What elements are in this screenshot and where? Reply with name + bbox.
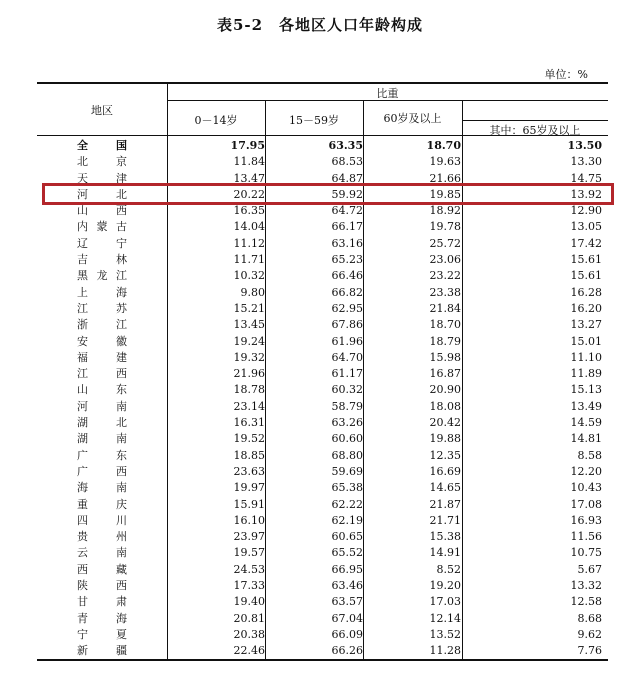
value-cell: 15.91 [233,497,265,511]
table-row [37,480,608,496]
region-name: 青海 [77,611,127,625]
value-cell: 12.58 [570,595,602,609]
value-cell: 21.96 [233,367,265,381]
value-cell: 17.33 [233,579,265,593]
region-name: 全国 [77,139,127,152]
value-cell: 14.59 [570,416,602,430]
table-row [37,529,608,545]
value-cell: 21.66 [429,171,461,185]
value-cell: 11.89 [570,367,602,381]
value-cell: 13.52 [429,627,461,641]
region-name: 四川 [77,513,127,527]
value-cell: 64.72 [331,204,363,218]
region-name: 甘肃 [77,595,127,609]
table-row [37,448,608,464]
table-row [37,285,608,301]
table-row [37,382,608,398]
unit-label: 单位：% [544,68,588,81]
region-name: 贵州 [77,530,127,544]
value-cell: 21.87 [429,497,461,511]
value-cell: 15.01 [570,334,602,348]
value-cell: 13.92 [570,187,602,201]
value-cell: 60.60 [331,432,363,446]
value-cell: 65.52 [331,546,363,560]
table-row [37,334,608,350]
value-cell: 18.85 [233,448,265,462]
region-name: 浙江 [77,318,127,332]
value-cell: 19.85 [429,187,461,201]
table-row [37,399,608,415]
header-col-0-14: 0－14岁 [194,114,238,127]
value-cell: 66.26 [331,644,363,658]
value-cell: 64.70 [331,350,363,364]
table-title: 表5-2 各地区人口年龄构成 [216,16,424,34]
header-col-15-59: 15－59岁 [289,114,339,127]
table-row [37,252,608,268]
value-cell: 5.67 [577,562,602,576]
value-cell: 24.53 [233,562,265,576]
table-row [37,203,608,219]
table-row [37,317,608,333]
value-cell: 16.35 [233,204,265,218]
region-name: 黑龙江 [77,269,127,283]
region-name: 海南 [77,481,127,495]
value-cell: 15.38 [429,530,461,544]
value-cell: 19.24 [233,334,265,348]
value-cell: 25.72 [429,236,461,250]
value-cell: 11.10 [570,350,602,364]
value-cell: 62.22 [331,497,363,511]
region-name: 广东 [77,448,127,462]
table-row [37,578,608,594]
value-cell: 9.80 [240,285,265,299]
value-cell: 19.57 [233,546,265,560]
value-cell: 68.80 [331,448,363,462]
value-cell: 13.49 [570,399,602,413]
table-row [37,611,608,627]
value-cell: 11.28 [429,644,461,658]
value-cell: 18.92 [429,204,461,218]
value-cell: 67.86 [331,318,363,332]
table-row [37,350,608,366]
value-cell: 63.16 [331,236,363,250]
value-cell: 11.71 [233,253,265,267]
value-cell: 18.79 [429,334,461,348]
value-cell: 63.57 [331,595,363,609]
value-cell: 23.22 [429,269,461,283]
region-name: 重庆 [77,497,127,511]
table-row [37,415,608,431]
value-cell: 66.82 [331,285,363,299]
value-cell: 23.14 [233,399,265,413]
highlight-box [42,183,614,205]
value-cell: 20.81 [233,611,265,625]
value-cell: 19.97 [233,481,265,495]
table-row [37,431,608,447]
header-group: 比重 [376,87,399,100]
value-cell: 19.88 [429,432,461,446]
value-cell: 13.50 [567,139,602,152]
value-cell: 18.70 [426,139,461,152]
value-cell: 64.87 [331,171,363,185]
value-cell: 15.21 [233,301,265,315]
value-cell: 16.28 [570,285,602,299]
value-cell: 65.38 [331,481,363,495]
value-cell: 63.46 [331,579,363,593]
table-row [37,366,608,382]
value-cell: 20.42 [429,416,461,430]
value-cell: 17.08 [570,497,602,511]
table-row [37,154,608,170]
value-cell: 59.69 [331,464,363,478]
value-cell: 16.10 [233,513,265,527]
value-cell: 20.38 [233,627,265,641]
region-name: 山东 [77,383,127,397]
value-cell: 10.32 [233,269,265,283]
value-cell: 19.78 [429,220,461,234]
value-cell: 10.43 [570,481,602,495]
value-cell: 62.95 [331,301,363,315]
region-name: 西藏 [77,562,127,576]
region-name: 内蒙古 [77,220,127,234]
value-cell: 21.84 [429,301,461,315]
value-cell: 60.65 [331,530,363,544]
value-cell: 17.03 [429,595,461,609]
table-row [37,219,608,235]
value-cell: 16.20 [570,301,602,315]
region-name: 宁夏 [77,627,127,641]
table-row [37,562,608,578]
value-cell: 13.30 [570,155,602,169]
value-cell: 13.47 [233,171,265,185]
value-cell: 12.35 [429,448,461,462]
value-cell: 8.58 [577,448,602,462]
value-cell: 14.91 [429,546,461,560]
value-cell: 17.95 [230,139,265,152]
value-cell: 59.92 [331,187,363,201]
region-name: 吉林 [77,253,127,267]
table-row [37,497,608,513]
region-name: 湖南 [77,432,127,446]
value-cell: 19.32 [233,350,265,364]
value-cell: 18.08 [429,399,461,413]
region-name: 辽宁 [77,236,127,250]
value-cell: 20.22 [233,187,265,201]
table-row [37,627,608,643]
value-cell: 66.09 [331,627,363,641]
value-cell: 21.71 [429,513,461,527]
value-cell: 17.42 [570,236,602,250]
table-row [37,643,608,659]
value-cell: 13.27 [570,318,602,332]
value-cell: 63.26 [331,416,363,430]
value-cell: 14.75 [570,171,602,185]
value-cell: 66.17 [331,220,363,234]
value-cell: 13.05 [570,220,602,234]
region-name: 上海 [77,285,127,299]
region-name: 福建 [77,350,127,364]
value-cell: 61.17 [331,367,363,381]
table-row [37,301,608,317]
region-name: 新疆 [77,644,127,658]
region-name: 广西 [77,464,127,478]
table-top-rule [37,82,608,84]
value-cell: 15.61 [570,253,602,267]
value-cell: 13.32 [570,579,602,593]
region-name: 北京 [77,155,127,169]
table-row [37,138,608,154]
region-name: 河北 [77,187,127,201]
region-name: 江西 [77,367,127,381]
value-cell: 13.45 [233,318,265,332]
table-row [37,236,608,252]
region-name: 河南 [77,399,127,413]
value-cell: 11.84 [233,155,265,169]
value-cell: 16.69 [429,464,461,478]
value-cell: 23.38 [429,285,461,299]
value-cell: 65.23 [331,253,363,267]
value-cell: 9.62 [577,627,602,641]
region-name: 湖北 [77,416,127,430]
region-name: 陕西 [77,579,127,593]
value-cell: 22.46 [233,644,265,658]
table-row [37,268,608,284]
header-region: 地区 [91,104,113,117]
region-name: 江苏 [77,301,127,315]
value-cell: 16.93 [570,513,602,527]
value-cell: 12.90 [570,204,602,218]
value-cell: 19.63 [429,155,461,169]
value-cell: 10.75 [570,546,602,560]
region-name: 山西 [77,204,127,218]
value-cell: 60.32 [331,383,363,397]
value-cell: 15.13 [570,383,602,397]
value-cell: 16.31 [233,416,265,430]
value-cell: 11.56 [570,530,602,544]
value-cell: 19.20 [429,579,461,593]
value-cell: 8.52 [436,562,461,576]
value-cell: 12.20 [570,464,602,478]
value-cell: 62.19 [331,513,363,527]
value-cell: 19.52 [233,432,265,446]
table-body [37,138,608,660]
region-name: 安徽 [77,334,127,348]
value-cell: 12.14 [429,611,461,625]
value-cell: 68.53 [331,155,363,169]
value-cell: 18.70 [429,318,461,332]
region-name: 天津 [77,171,127,185]
value-cell: 8.68 [577,611,602,625]
value-cell: 16.87 [429,367,461,381]
value-cell: 7.76 [577,644,602,658]
value-cell: 15.98 [429,350,461,364]
value-cell: 15.61 [570,269,602,283]
value-cell: 63.35 [328,139,363,152]
value-cell: 14.81 [570,432,602,446]
value-cell: 58.79 [331,399,363,413]
value-cell: 61.96 [331,334,363,348]
value-cell: 14.04 [233,220,265,234]
value-cell: 18.78 [233,383,265,397]
value-cell: 19.40 [233,595,265,609]
subgroup-header-rule [462,120,608,121]
header-col-65-plus: 其中：65岁及以上 [489,124,581,137]
value-cell: 11.12 [233,236,265,250]
value-cell: 14.65 [429,481,461,495]
table-row [37,513,608,529]
table-row [37,545,608,561]
value-cell: 66.95 [331,562,363,576]
value-cell: 23.63 [233,464,265,478]
value-cell: 20.90 [429,383,461,397]
value-cell: 23.06 [429,253,461,267]
value-cell: 66.46 [331,269,363,283]
value-cell: 23.97 [233,530,265,544]
table-row [37,464,608,480]
header-col-60-plus: 60岁及以上 [383,112,442,125]
region-name: 云南 [77,546,127,560]
table-row [37,594,608,610]
value-cell: 67.04 [331,611,363,625]
